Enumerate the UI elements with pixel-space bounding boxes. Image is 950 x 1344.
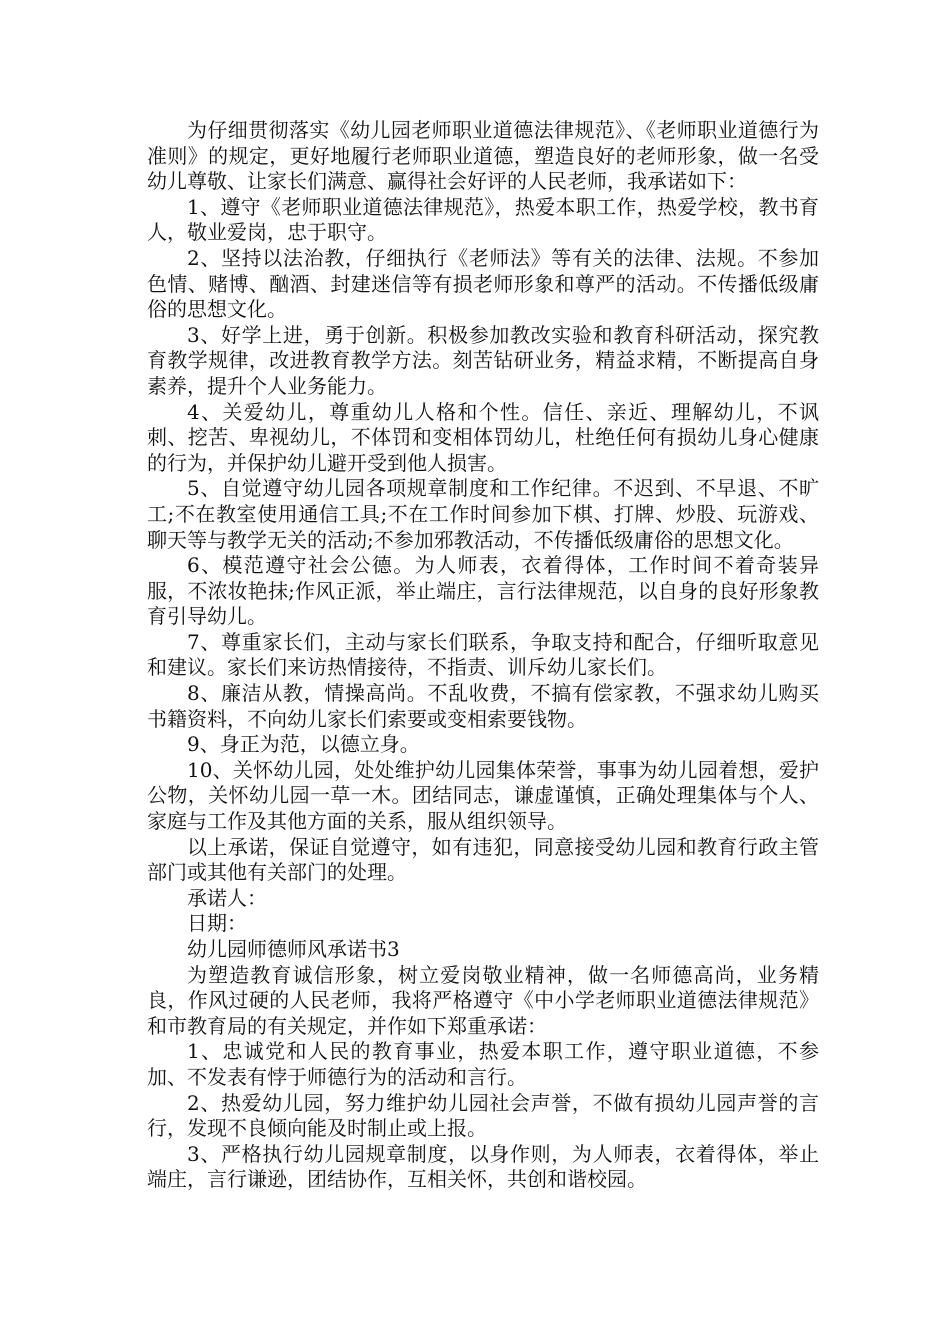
section-item-2: 2、热爱幼儿园，努力维护幼儿园社会声誉，不做有损幼儿园声誉的言行，发现不良倾向能及时制止或上报。 (147, 1090, 819, 1141)
pledge-item-8: 8、廉洁从教，情操高尚。不乱收费，不搞有偿家教，不强求幼儿购买书籍资料，不向幼儿家长们索要或变相索要钱物。 (147, 681, 819, 731)
section-intro-paragraph: 为塑造教育诚信形象，树立爱岗敬业精神，做一名师德高尚，业务精良，作风过硬的人民老师，我将严格遵守《中小学老师职业道德法律规范》和市教育局的有关规定，并作如下郑重承诺： (147, 962, 819, 1038)
pledge-item-10: 10、关怀幼儿园，处处维护幼儿园集体荣誉，事事为幼儿园着想，爱护公物，关怀幼儿园一草一木。团结同志，谦虚谨慎，正确处理集体与个人、家庭与工作及其他方面的关系，服从组织领导。 (147, 757, 819, 834)
pledge-item-7: 7、尊重家长们，主动与家长们联系，争取支持和配合，仔细听取意见和建议。家长们来访热情接待，不指责、训斥幼儿家长们。 (147, 629, 819, 680)
section-item-3: 3、严格执行幼儿园规章制度，以身作则，为人师表，衣着得体，举止端庄，言行谦逊，团结协作，互相关怀，共创和谐校园。 (147, 1141, 819, 1192)
pledge-item-6: 6、模范遵守社会公德。为人师表，衣着得体，工作时间不着奇装异服，不浓妆艳抹;作风正派，举止端庄，言行法律规范，以自身的良好形象教育引导幼儿。 (147, 553, 819, 629)
document-body (147, 118, 819, 1193)
pledge-item-1: 1、遵守《老师职业道德法律规范》，热爱本职工作，热爱学校，教书育人，敬业爱岗，忠于职守。 (147, 194, 819, 245)
date-label: 日期： (187, 911, 247, 936)
pledge-item-3: 3、好学上进，勇于创新。积极参加教改实验和教育科研活动，探究教育教学规律，改进教育教学方法。刻苦钻研业务，精益求精，不断提高自身素养，提升个人业务能力。 (147, 322, 819, 398)
signatory-label: 承诺人： (187, 885, 267, 910)
closing-statement: 以上承诺，保证自觉遵守，如有违犯，同意接受幼儿园和教育行政主管部门或其他有关部门的处理。 (147, 834, 819, 885)
pledge-item-9: 9、身正为范，以德立身。 (187, 732, 420, 757)
section-title: 幼儿园师德师风承诺书3 (187, 937, 400, 961)
intro-paragraph: 为仔细贯彻落实《幼儿园老师职业道德法律规范》、《老师职业道德行为准则》的规定，更好地履行老师职业道德，塑造良好的老师形象，做一名受幼儿尊敬、让家长们满意、赢得社会好评的人民老师，我承诺如下： (147, 118, 819, 194)
pledge-item-2: 2、坚持以法治教，仔细执行《老师法》等有关的法律、法规。不参加色情、赌博、酗酒、封建迷信等有损老师形象和尊严的活动。不传播低级庸俗的思想文化。 (147, 245, 819, 322)
pledge-item-5: 5、自觉遵守幼儿园各项规章制度和工作纪律。不迟到、不早退、不旷工;不在教室使用通信工具;不在工作时间参加下棋、打牌、炒股、玩游戏、聊天等与教学无关的活动;不参加邪教活动，不传播低级庸俗的思想文化。 (147, 476, 819, 552)
pledge-item-4: 4、关爱幼儿，尊重幼儿人格和个性。信任、亲近、理解幼儿，不讽刺、挖苦、卑视幼儿，不体罚和变相体罚幼儿，杜绝任何有损幼儿身心健康的行为，并保护幼儿避开受到他人损害。 (147, 399, 819, 475)
section-item-1: 1、忠诚党和人民的教育事业，热爱本职工作，遵守职业道德，不参加、不发表有悖于师德行为的活动和言行。 (147, 1039, 819, 1089)
